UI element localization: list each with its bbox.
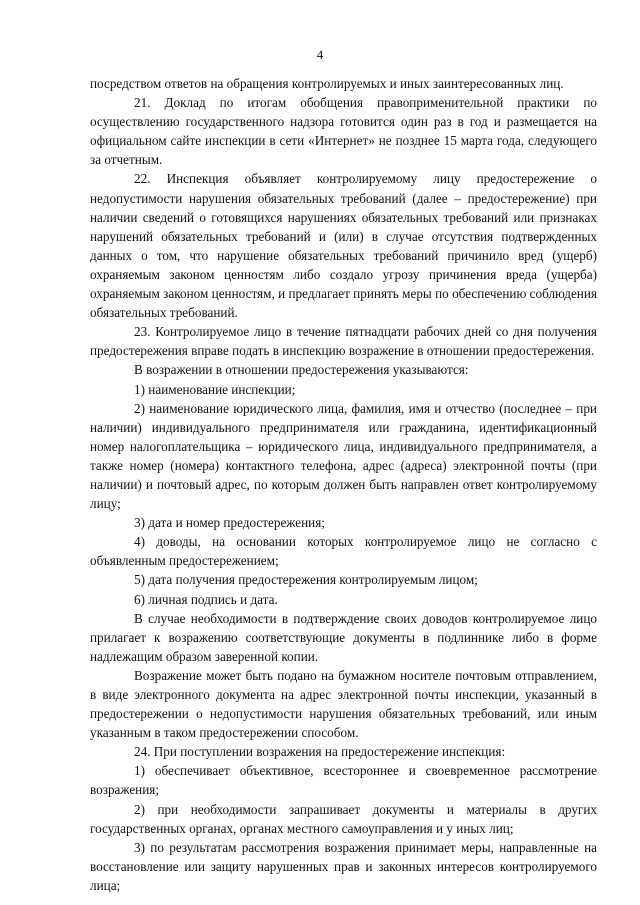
list-item: 1) наименование инспекции; [134, 381, 296, 397]
paragraph-item-24: 24. При поступлении возражения на предостережение инспекция: [134, 744, 506, 760]
document-body [90, 74, 597, 895]
list-item: 6) личная подпись и дата. [134, 591, 278, 607]
paragraph-item-21: 21. Доклад по итогам обобщения правоприменительной практики по осуществлению государственного надзора готовится один раз в год и размещается на официальном сайте инспекции в сети «Интернет» не позднее 15 марта года, следующего за отчетным. [90, 95, 597, 168]
paragraph-supporting-documents: В случае необходимости в подтверждение своих доводов контролируемое лицо прилагает к возражению соответствующие документы в подлиннике либо в форме надлежащим образом заверенной копии. [90, 610, 597, 664]
list-item: 2) при необходимости запрашивает документы и материалы в других государственных органах, органах местного самоуправления и у иных лиц; [90, 801, 597, 836]
list-item: 3) дата и номер предостережения; [134, 515, 325, 531]
paragraph-objection-intro: В возражении в отношении предостережения указываются: [134, 362, 469, 378]
list-item: 2) наименование юридического лица, фамилия, имя и отчество (последнее – при наличии) индивидуального предпринимателя или гражданина, идентификационный номер налогоплательщика – юридического лица, индивидуального предпринимателя, а также номер (номера) контактного телефона, адрес (адреса) электронной почты (при наличии) и почтовый адрес, по которым должен быть направлен ответ контролируемому лицу; [90, 400, 597, 512]
paragraph-submission-methods: Возражение может быть подано на бумажном носителе почтовым отправлением, в виде электронного документа на адрес электронной почты инспекции, указанный в предостережении о недопустимости нарушения обязательных требований, или иным указанным в таком предостережении способом. [90, 667, 597, 741]
page-number: 4 [316, 47, 324, 62]
list-item: 1) обеспечивает объективное, всестороннее и своевременное рассмотрение возражения; [90, 763, 597, 798]
list-item: 4) доводы, на основании которых контролируемое лицо не согласно с объявленным предостережением; [90, 534, 597, 569]
list-item: 5) дата получения предостережения контролируемым лицом; [134, 572, 478, 588]
paragraph-item-23: 23. Контролируемое лицо в течение пятнадцати рабочих дней со дня получения предостережения вправе подать в инспекцию возражение в отношении предостережения. [90, 324, 597, 359]
list-item: 3) по результатам рассмотрения возражения принимает меры, направленные на восстановление или защиту нарушенных прав и законных интересов контролируемого лица; [90, 839, 597, 893]
paragraph-item-22: 22. Инспекция объявляет контролируемому лицу предостережение о недопустимости нарушения обязательных требований (далее – предостережение) при наличии сведений о готовящихся нарушениях обязательных требований или признаках нарушений обязательных требований и (или) в случае отсутствия подтвержденных данных о том, что нарушение обязательных требований причинило вред (ущерб) охраняемым законом ценностям либо создало угрозу причинения вреда (ущерба) охраняемым законом ценностям, и предлагает принять меры по обеспечению соблюдения обязательных требований. [90, 171, 597, 321]
paragraph-continuation: посредством ответов на обращения контролируемых и иных заинтересованных лиц. [90, 76, 564, 91]
